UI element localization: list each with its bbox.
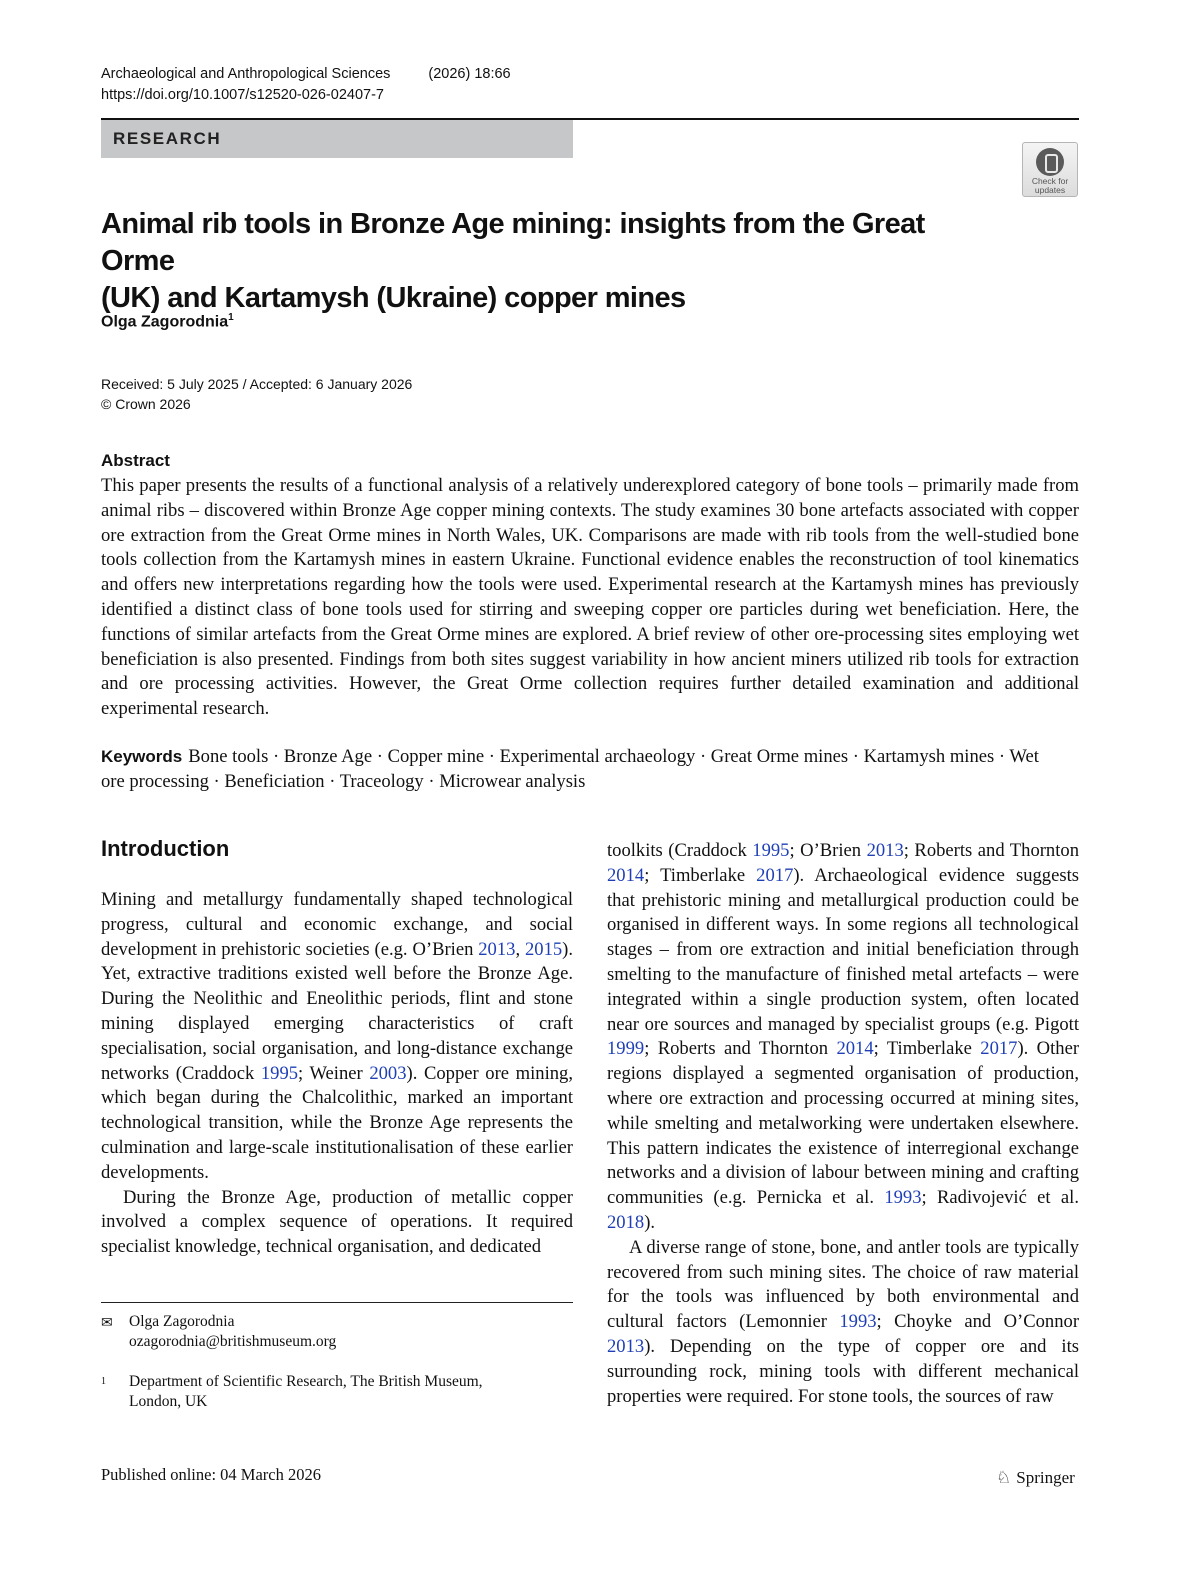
title-line-2: (UK) and Kartamysh (Ukraine) copper mines (101, 282, 686, 314)
citation-link[interactable]: 1995 (260, 1062, 299, 1084)
paper-title (101, 206, 1001, 317)
citation-link[interactable]: 2013 (478, 938, 516, 960)
citation-link[interactable]: 2014 (607, 864, 645, 886)
section-label: RESEARCH (113, 129, 222, 148)
citation-link[interactable]: 2014 (836, 1038, 874, 1060)
springer-horse-icon: ♘ (996, 1468, 1012, 1487)
received-accepted: Received: 5 July 2025 / Accepted: 6 January 2026 (101, 376, 413, 392)
citation-link[interactable]: 2013 (607, 1335, 645, 1357)
check-for-updates-icon[interactable] (1022, 142, 1078, 197)
citation-link[interactable]: 1993 (839, 1311, 877, 1333)
keywords (101, 745, 1041, 795)
affiliation-mark: 1 (228, 312, 234, 323)
citation-link[interactable]: 2017 (756, 864, 794, 886)
keywords-label: Keywords (101, 747, 183, 766)
journal-name: Archaeological and Anthropological Sciences (101, 66, 391, 82)
published-online: Published online: 04 March 2026 (101, 1465, 321, 1484)
citation-link[interactable]: 1999 (607, 1038, 645, 1060)
citation-link[interactable]: 1993 (884, 1187, 922, 1209)
author-name[interactable]: Olga Zagorodnia (101, 313, 229, 331)
bookmark-icon (1036, 148, 1064, 176)
body-column-left (101, 888, 573, 1260)
affiliation-number: 1 (101, 1376, 106, 1387)
affiliation-line-1: Department of Scientific Research, The British Museum, (129, 1373, 483, 1390)
publisher-name: Springer (1016, 1468, 1075, 1487)
envelope-icon: ✉ (101, 1316, 113, 1331)
copyright: © Crown 2026 (101, 396, 191, 412)
citation-link[interactable]: 2015 (524, 938, 563, 960)
paragraph: toolkits (Craddock 1995; O’Brien 2013; Roberts and Thornton 2014; Timberlake 2017). Archaeological evidence suggests that prehistoric mining and metallurgical production could be organised in different ways. In some regions all technological stages – from ore extraction and initial beneficiation through smelting to the manufacture of finished metal artefacts – were integrated within a single production system, often located near ore sources and managed by specialist groups (e.g. Pigott 1999; Roberts and Thornton 2014; Timberlake 2017). Other regions displayed a segmented organisation of production, where ore extraction and processing occurred at mining sites, while smelting and metalworking were undertaken elsewhere. This pattern indicates the existence of interregional exchange networks and a division of labour between mining and crafting communities (e.g. Pernicka et al. 1993; Radivojević et al. 2018). (607, 840, 1080, 1233)
affiliation-line-2: London, UK (129, 1393, 208, 1410)
journal-header (101, 64, 511, 106)
keywords-list: Bone tools · Bronze Age · Copper mine · Experimental archaeology · Great Orme mines · Kartamysh mines · Wet ore processing · Beneficiation · Traceology · Microwear analysis (101, 746, 1039, 792)
citation-link[interactable]: 2017 (980, 1038, 1018, 1060)
paragraph: Mining and metallurgy fundamentally shaped technological progress, cultural and economic exchange, and social development in prehistoric societies (e.g. O’Brien 2013, 2015). Yet, extractive traditions existed well before the Bronze Age. During the Neolithic and Eneolithic periods, flint and stone mining displayed emerging characteristics of craft specialisation, social organisation, and long-distance exchange networks (Craddock 1995; Weiner 2003). Copper ore mining, which began during the Chalcolithic, marked an important technological transition, while the Bronze Age represents the culmination and large-scale institutionalisation of these earlier developments. (101, 889, 573, 1183)
citation-link[interactable]: 2013 (866, 840, 904, 861)
author (101, 312, 234, 331)
citation-link[interactable]: 1995 (752, 840, 790, 861)
contact-email[interactable]: ozagorodnia@britishmuseum.org (129, 1333, 337, 1350)
footnote-rule (101, 1302, 573, 1303)
corresponding-author (101, 1312, 336, 1352)
citation-link[interactable]: 2018 (607, 1211, 645, 1233)
introduction-heading: Introduction (101, 836, 230, 861)
publication-dates (101, 374, 412, 414)
journal-citation: (2026) 18:66 (428, 66, 511, 82)
abstract-text: This paper presents the results of a functional analysis of a relatively underexplored category of bone tools – primarily made from animal ribs – discovered within Bronze Age copper mining contexts. The study examines 30 bone artefacts associated with copper ore extraction from the Great Orme mines in North Wales, UK. Comparisons are made with rib tools from the well-studied bone tools collection from the Kartamysh mines in eastern Ukraine. Functional evidence enables the reconstruction of tool kinematics and offers new interpretations regarding how the tools were used. Experimental research at the Kartamysh mines has previously identified a distinct class of bone tools used for stirring and sweeping copper ore particles during wet beneficiation. Here, the functions of similar artefacts from the Great Orme mines are explored. A brief review of other ore-processing sites employing wet beneficiation is also presented. Findings from both sites suggest variability in how ancient miners utilized rib tools for extraction and ore processing activities. However, the Great Orme collection requires further detailed examination and additional experimental research. (101, 475, 1079, 720)
body-column-right (607, 839, 1079, 1409)
doi-link[interactable]: https://doi.org/10.1007/s12520-026-02407-7 (101, 87, 384, 103)
paragraph: During the Bronze Age, production of metallic copper involved a complex sequence of operations. It required specialist knowledge, technical organisation, and dedicated (101, 1186, 573, 1258)
citation-link[interactable]: 2003 (369, 1062, 407, 1084)
abstract-heading: Abstract (101, 451, 170, 470)
affiliation (101, 1372, 483, 1412)
contact-name: Olga Zagorodnia (129, 1313, 235, 1330)
title-line-1: Animal rib tools in Bronze Age mining: insights from the Great Orme (101, 208, 925, 277)
check-updates-label: Check for updates (1031, 176, 1069, 195)
paragraph: A diverse range of stone, bone, and antler tools are typically recovered from such mining sites. The choice of raw material for the tools was influenced by both environmental and cultural factors (Lemonnier 1993; Choyke and O’Connor 2013). Depending on the type of copper ore and its surrounding rock, mining tools with different mechanical properties were required. For stone tools, the sources of raw (607, 1236, 1080, 1407)
springer-logo (996, 1468, 1075, 1488)
